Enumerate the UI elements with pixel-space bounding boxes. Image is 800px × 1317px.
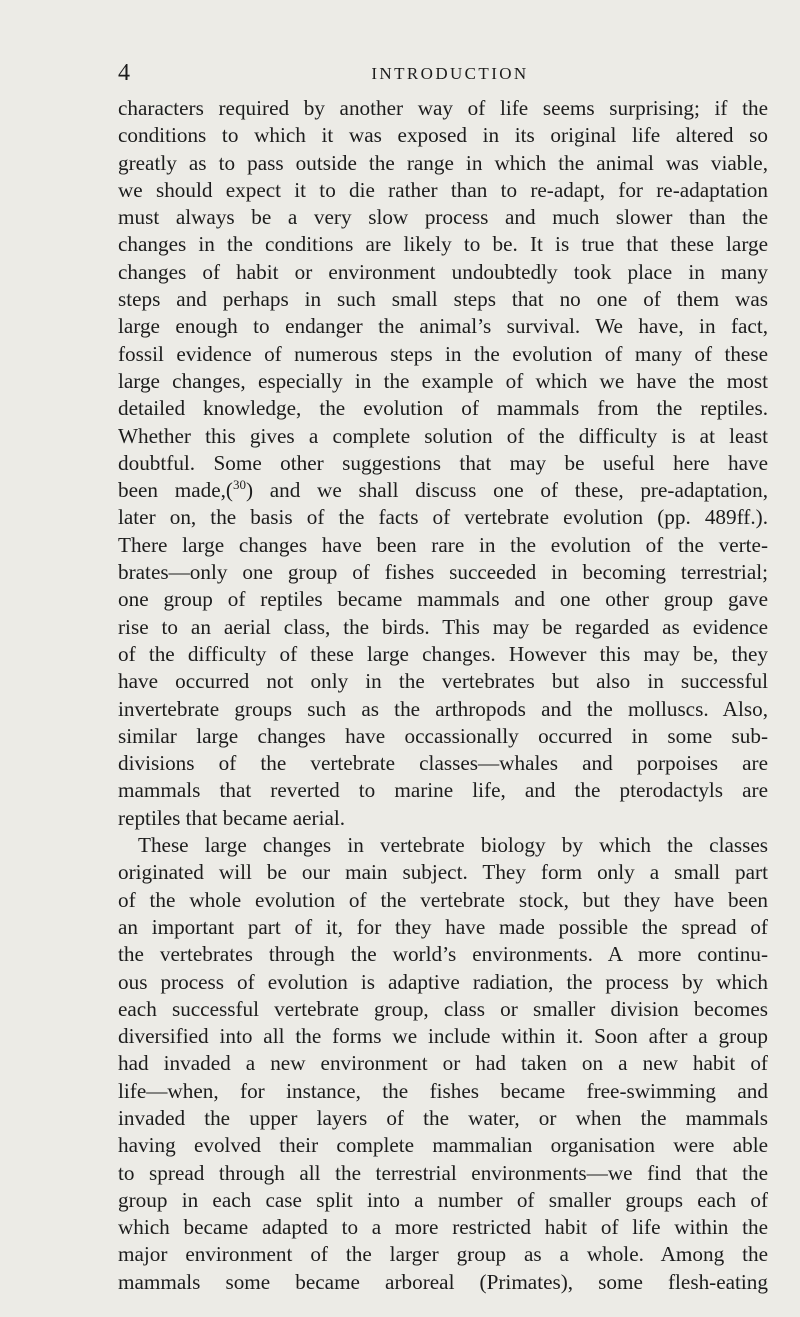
text-line: invertebrate groups such as the arthropods and the molluscs. Also, [118, 696, 768, 721]
text-line: Whether this gives a complete solution of the difficulty is at least [118, 423, 768, 448]
text-line: major environment of the larger group as a whole. Among the [118, 1242, 768, 1267]
text-line: divisions of the vertebrate classes—whales and porpoises are [118, 751, 768, 776]
text-line: each successful vertebrate group, class or smaller division becomes [118, 996, 768, 1021]
text-line: mammals that reverted to marine life, and the pterodactyls are [118, 778, 768, 803]
text-line: of the difficulty of these large changes. However this may be, they [118, 641, 768, 666]
text-line: have occurred not only in the vertebrates but also in successful [118, 669, 768, 694]
text-line: changes in the conditions are likely to be. It is true that these large [118, 232, 768, 257]
text-line: originated will be our main subject. They form only a small part [118, 860, 768, 885]
text-line: we should expect it to die rather than to re-adapt, for re-adaptation [118, 177, 768, 202]
text-line: one group of reptiles became mammals and one other group gave [118, 587, 768, 612]
text-line: large enough to endanger the animal’s survival. We have, in fact, [118, 314, 768, 339]
text-line: of the whole evolution of the vertebrate stock, but they have been [118, 887, 768, 912]
text-line: ous process of evolution is adaptive radiation, the process by which [118, 969, 768, 994]
text-line-with-footnote [118, 477, 768, 504]
page-number: 4 [118, 60, 130, 86]
text-line: brates—only one group of fishes succeeded in becoming terrestrial; [118, 560, 768, 585]
text-line: similar large changes have occassionally occurred in some sub- [118, 723, 768, 748]
text-line: the vertebrates through the world’s environments. A more continu- [118, 942, 768, 967]
text-line: These large changes in vertebrate biology by which the classes [138, 833, 768, 858]
text-line: reptiles that became aerial. [118, 805, 346, 830]
footnote-line-after: ) and we shall discuss one of these, pre-adaptation, [245, 478, 768, 503]
text-line: steps and perhaps in such small steps that no one of them was [118, 287, 768, 312]
text-line: to spread through all the terrestrial environments—we find that the [118, 1160, 768, 1185]
text-line: which became adapted to a more restricted habit of life within the [118, 1215, 768, 1240]
text-line: detailed knowledge, the evolution of mammals from the reptiles. [118, 396, 768, 421]
text-line: diversified into all the forms we include within it. Soon after a group [118, 1024, 768, 1049]
text-line: having evolved their complete mammalian organisation were able [118, 1133, 768, 1158]
footnote-reference[interactable]: 30 [232, 477, 246, 493]
text-line: mammals some became arboreal (Primates), some flesh-eating [118, 1269, 768, 1294]
text-line: must always be a very slow process and much slower than the [118, 205, 768, 230]
text-line: life—when, for instance, the fishes became free-swimming and [118, 1078, 768, 1103]
text-line: invaded the upper layers of the water, or when the mammals [118, 1105, 768, 1130]
text-line: large changes, especially in the example of which we have the most [118, 368, 768, 393]
text-line: conditions to which it was exposed in its original life altered so [118, 123, 768, 148]
text-line: changes of habit or environment undoubtedly took place in many [118, 259, 768, 284]
text-line: group in each case split into a number of smaller groups each of [118, 1187, 768, 1212]
body-text [118, 95, 768, 1296]
text-line: had invaded a new environment or had taken on a new habit of [118, 1051, 768, 1076]
text-line: There large changes have been rare in the evolution of the verte- [118, 532, 768, 557]
text-line: an important part of it, for they have made possible the spread of [118, 914, 768, 939]
text-line: doubtful. Some other suggestions that may be useful here have [118, 450, 768, 475]
page-header [118, 58, 768, 88]
footnote-line-before: been made,( [118, 478, 233, 503]
text-line: fossil evidence of numerous steps in the evolution of many of these [118, 341, 768, 366]
text-line: characters required by another way of life seems surprising; if the [118, 96, 768, 120]
text-line: later on, the basis of the facts of vertebrate evolution (pp. 489ff.). [118, 505, 768, 530]
running-head: INTRODUCTION [371, 64, 529, 83]
text-line: rise to an aerial class, the birds. This may be regarded as evidence [118, 614, 768, 639]
text-line: greatly as to pass outside the range in which the animal was viable, [118, 150, 768, 175]
